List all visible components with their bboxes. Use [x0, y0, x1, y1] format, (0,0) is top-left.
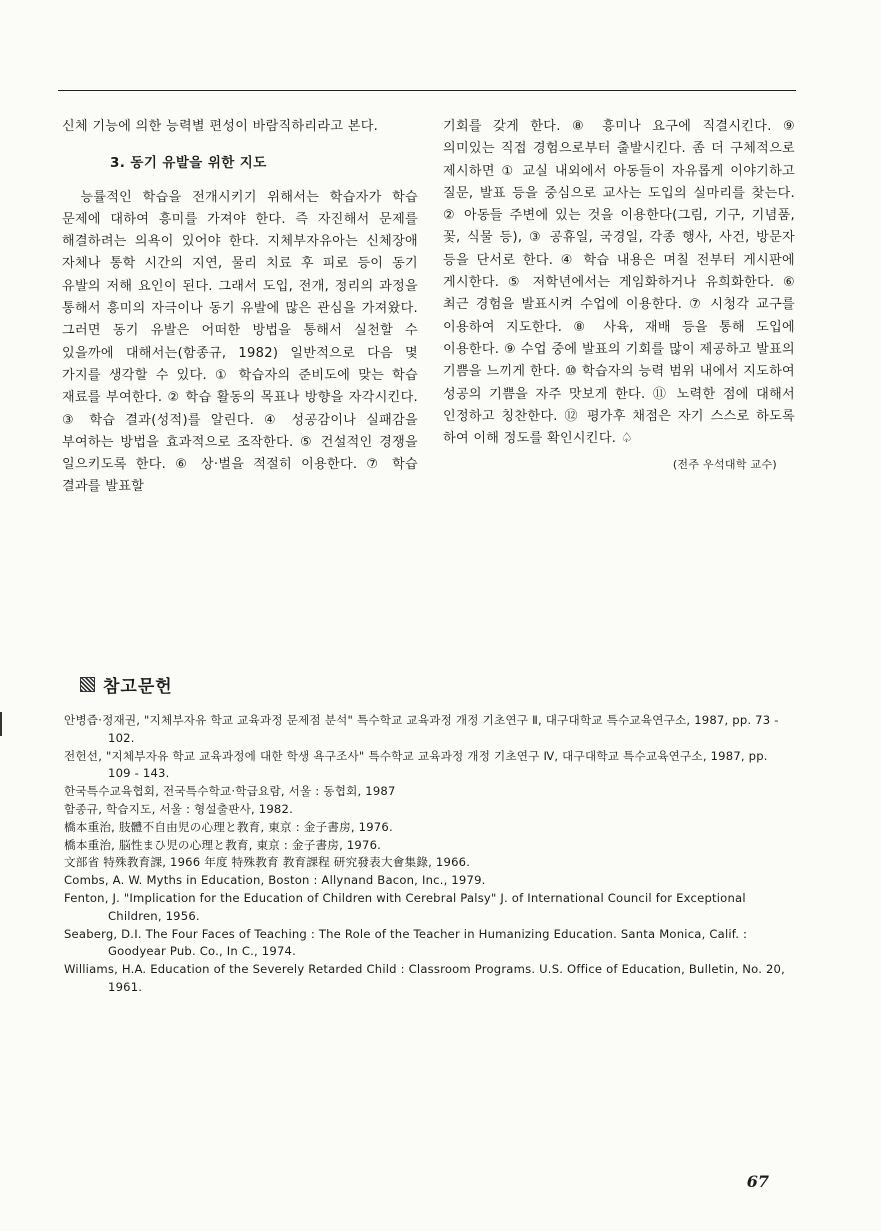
reference-item: Seaberg, D.I. The Four Faces of Teaching : The Role of the Teacher in Humanizing Education. Santa Monica, Calif. : Goodyear Pub. Co., In C., 1974.	[64, 926, 748, 959]
header-rule	[58, 90, 796, 91]
author-affiliation: (전주 우석대학 교수)	[672, 458, 777, 472]
end-mark: ♤	[620, 431, 633, 447]
reference-item: 안병즙·정재권, "지체부자유 학교 교육과정 문제점 분석" 특수학교 교육과정 개정 기초연구 Ⅱ, 대구대학교 특수교육연구소, 1987, pp. 73 - 102.	[64, 713, 779, 745]
right-column	[443, 116, 795, 477]
left-column	[62, 116, 418, 499]
reference-item: Combs, A. W. Myths in Education, Boston : Allynand Bacon, Inc., 1979.	[64, 873, 486, 888]
body-paragraph: 능률적인 학습을 전개시키기 위해서는 학습자가 학습 문제에 대하여 흥미를 가져야 한다. 즉 자진해서 문제를 해결하려는 의욕이 있어야 한다. 지체부자유아는 신체장애 자체나 통학 시간의 지연, 물리 치료 후 피로 등이 동기 유발의 저해 요인이 된다. 그래서 도입, 전개, 정리의 과정을 통해서 흥미의 자극이나 동기 유발에 많은 관심을 가져왔다. 그러면 동기 유발은 어떠한 방법을 통해서 실천할 수 있을까에 대해서는(함종규, 1982) 일반적으로 다음 몇 가지를 생각할 수 있다. ① 학습자의 준비도에 맞는 학습 재료를 부여한다. ② 학습 활동의 목표나 방향을 자각시킨다. ③ 학습 결과(성적)를 알린다. ④ 성공감이나 실패감을 부여하는 방법을 효과적으로 조작한다. ⑤ 건설적인 경쟁을 일으키도록 한다. ⑥ 상·벌을 적절히 이용한다. ⑦ 학습 결과를 발표할	[62, 189, 418, 495]
reference-item: 文部省 特殊教育課, 1966 年度 特殊教育 教育課程 研究發表大會集錄, 1966.	[64, 855, 471, 870]
reference-item: 橋本重治, 肢體不自由児の心理と教育, 東京 : 金子書房, 1976.	[64, 819, 393, 834]
margin-mark	[0, 712, 2, 736]
reference-item: Williams, H.A. Education of the Severely Retarded Child : Classroom Programs. U.S. Office of Education, Bulletin, No. 20, 1961.	[64, 962, 786, 994]
reference-item: 함종규, 학습지도, 서울 : 형설출판사, 1982.	[64, 801, 293, 816]
reference-list	[64, 712, 794, 997]
reference-item: 橋本重治, 脳性まひ児の心理と教育, 東京 : 金子書房, 1976.	[64, 837, 382, 852]
body-paragraph	[443, 116, 795, 450]
body-text: 기회를 갖게 한다. ⑧ 흥미나 요구에 직결시킨다. ⑨ 의미있는 직접 경험으로부터 출발시킨다. 좀 더 구체적으로 제시하면 ① 교실 내외에서 아동들이 자유롭게 이야기하고 질문, 발표 등을 중심으로 교사는 도입의 실마리를 찾는다. ② 아동들 주변에 있는 것을 이용한다(그림, 기구, 기념품, 꽃, 식물 등), ③ 공휴일, 국경일, 각종 행사, 사건, 방문자 등을 단서로 한다. ④ 학습 내용은 며칠 전부터 게시판에 게시한다. ⑤ 저학년에서는 게임화하거나 유희화한다. ⑥ 최근 경험을 발표시켜 수업에 이용한다. ⑦ 시청각 교구를 이용하여 지도한다. ⑧ 사육, 재배 등을 통해 도입에 이용한다. ⑨ 수업 중에 발표의 기회를 많이 제공하고 발표의 기쁨을 느끼게 한다. ⑩ 학습자의 능력 범위 내에서 지도하여 성공의 기쁨을 자주 맛보게 한다. ⑪ 노력한 점에 대해서 인정하고 칭찬한다. ⑫ 평가후 채점은 자기 스스로 하도록 하여 이해 정도를 확인시킨다.	[443, 119, 795, 447]
page-number: 67	[746, 1172, 769, 1191]
references-heading	[80, 672, 173, 697]
section-heading: 3. 동기 유발을 위한 지도	[110, 155, 267, 172]
references-heading-label: 참고문헌	[103, 677, 173, 697]
body-paragraph: 신체 기능에 의한 능력별 편성이 바람직하리라고 본다.	[62, 119, 379, 134]
reference-item: 한국특수교육협회, 전국특수학교·학급요람, 서울 : 동협회, 1987	[64, 784, 396, 799]
hatched-square-icon	[80, 677, 95, 692]
reference-item: Fenton, J. "Implication for the Education of Children with Cerebral Palsy" J. of International Council for Exceptional Children, 1956.	[64, 890, 746, 923]
reference-item: 전헌선, "지체부자유 학교 교육과정에 대한 학생 욕구조사" 특수학교 교육과정 개정 기초연구 Ⅳ, 대구대학교 특수교육연구소, 1987, pp. 109 - 143.	[64, 748, 768, 781]
